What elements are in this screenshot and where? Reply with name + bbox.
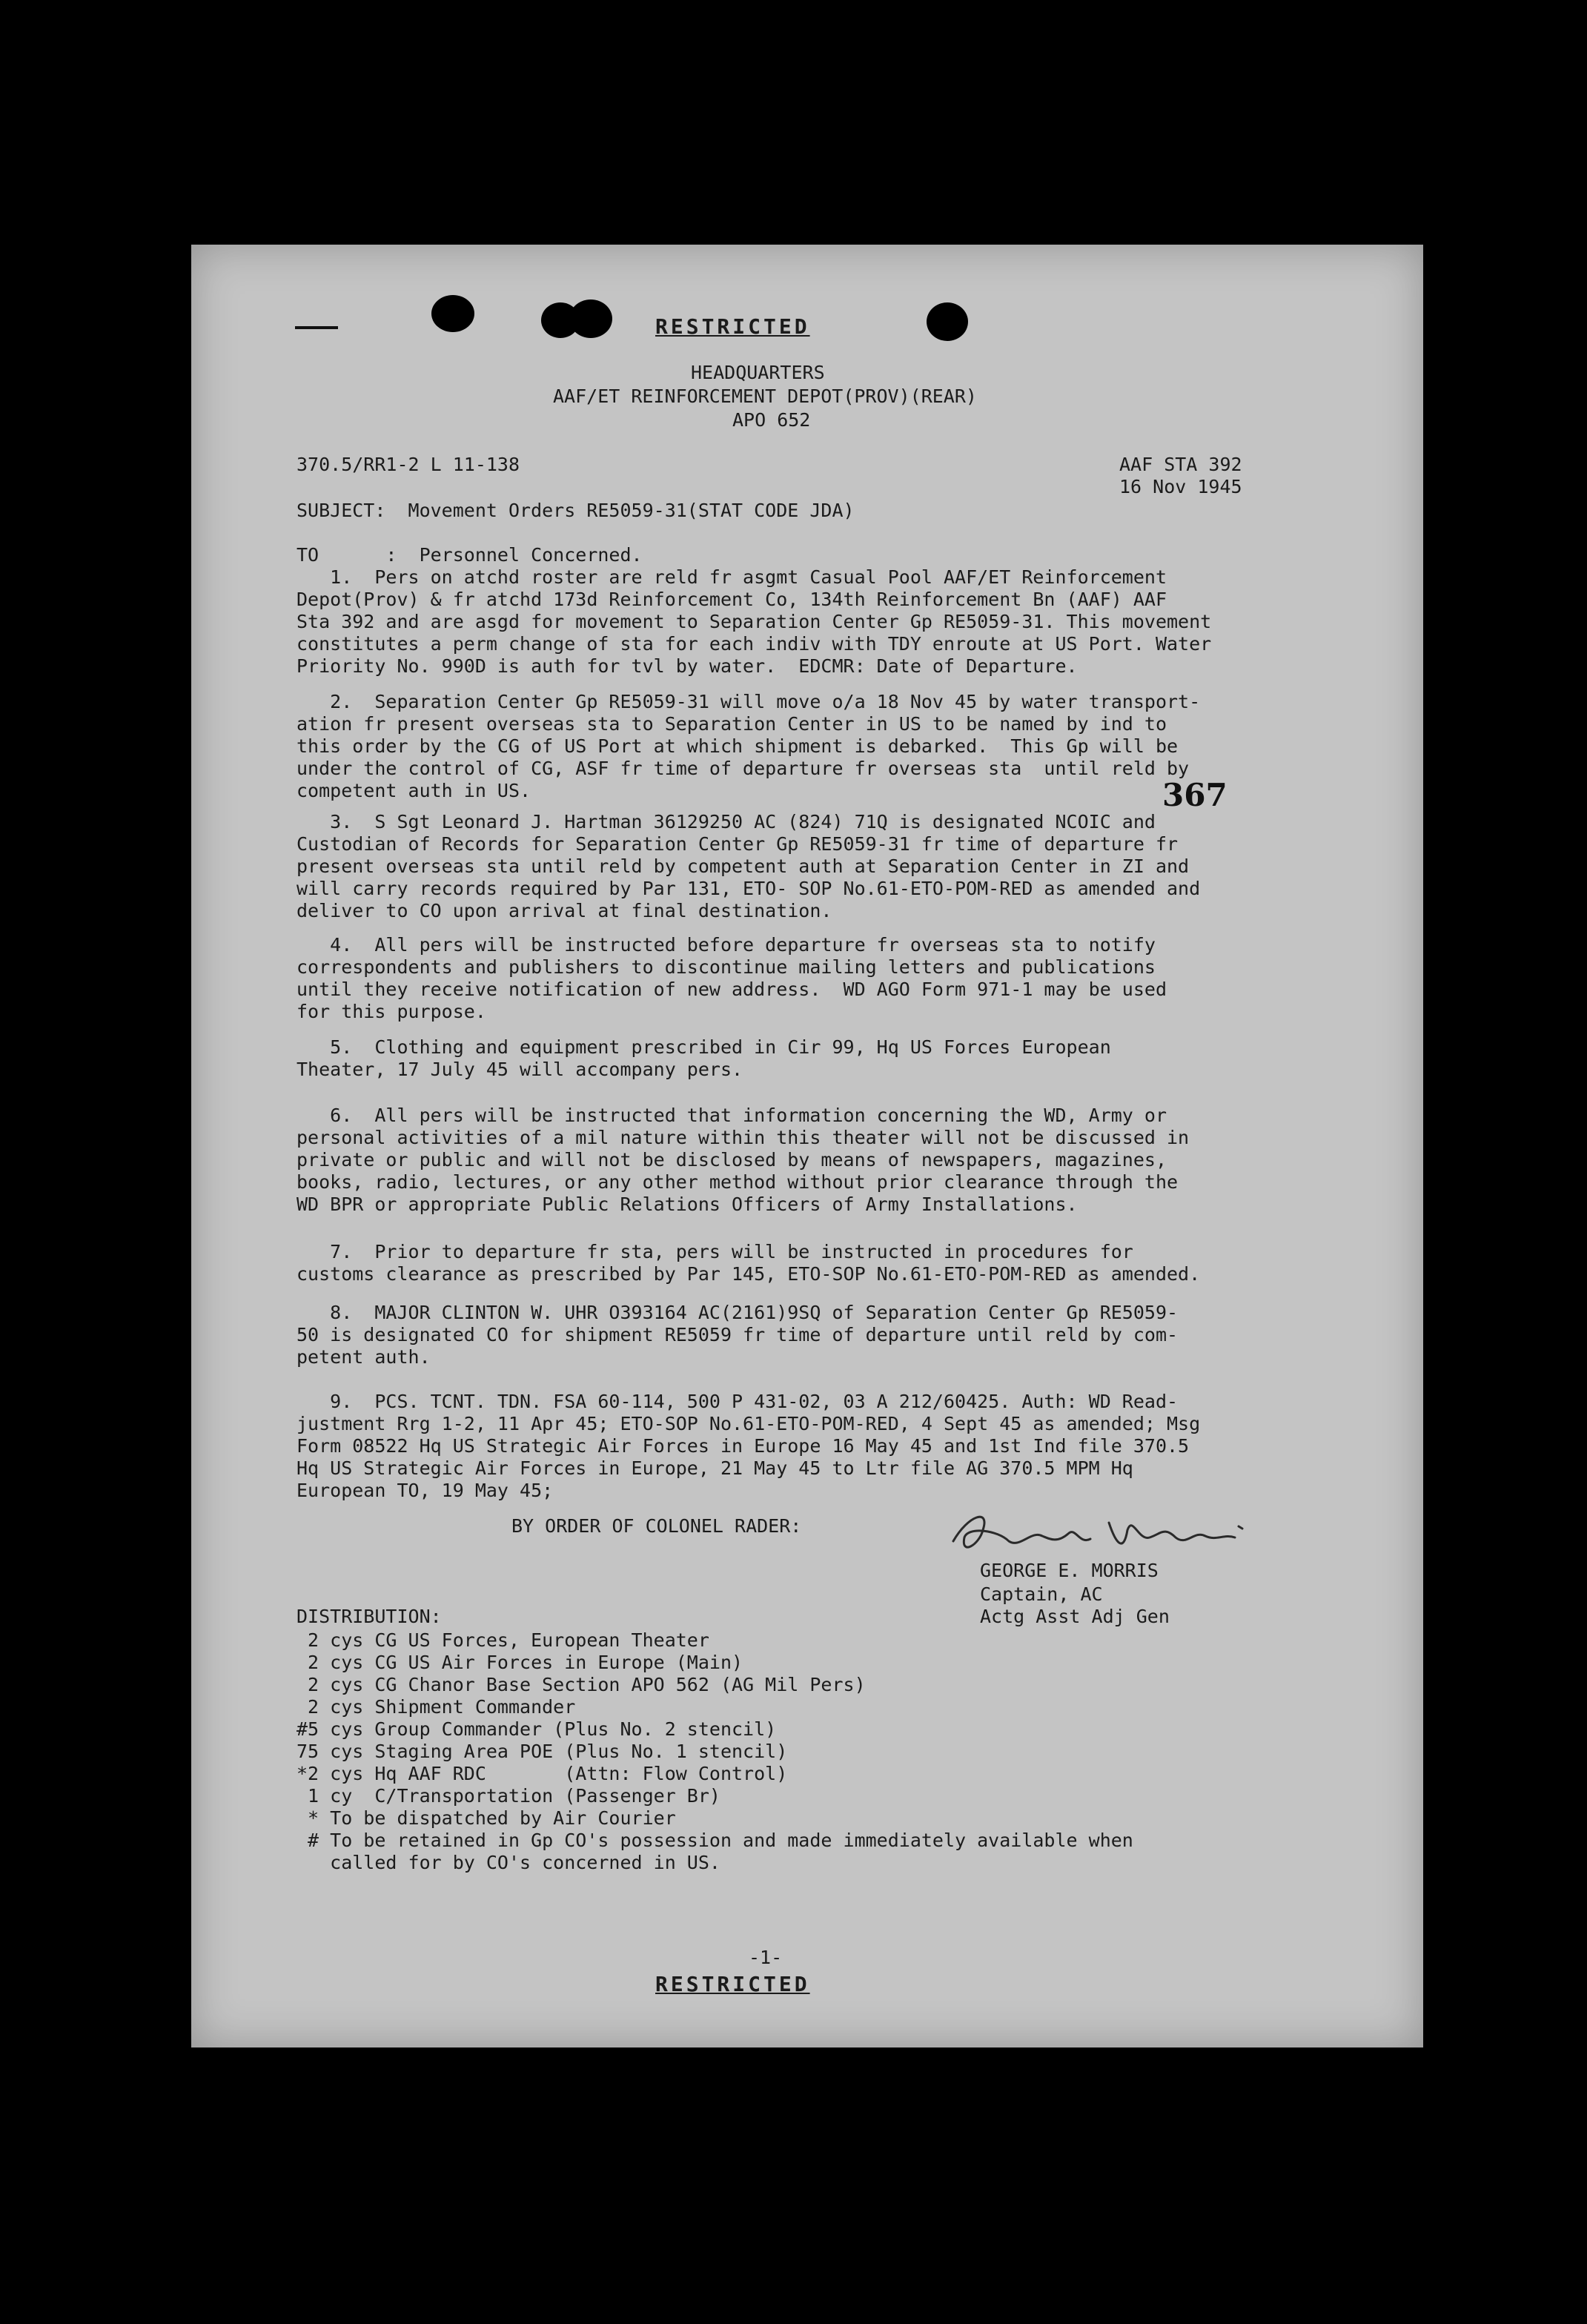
station: AAF STA 392 <box>1119 454 1242 475</box>
distribution-line: *2 cys Hq AAF RDC (Attn: Flow Control) <box>296 1763 788 1784</box>
hq-line-1: HEADQUARTERS <box>691 362 825 383</box>
punch-hole <box>431 295 474 332</box>
handwritten-signature <box>938 1500 1265 1567</box>
distribution-note: # To be retained in Gp CO's possession and made immediately available when <box>296 1830 1133 1851</box>
hq-line-3: APO 652 <box>732 409 811 431</box>
to-line: TO : Personnel Concerned. <box>296 544 643 566</box>
punch-hole <box>569 299 612 338</box>
classification-top: RESTRICTED <box>655 314 810 339</box>
distribution-line: 2 cys CG US Air Forces in Europe (Main) <box>296 1652 743 1673</box>
paragraph-5: 5. Clothing and equipment prescribed in Cir 99, Hq US Forces European Theater, 17 July 45 will accompany pers. <box>296 1036 1111 1080</box>
hq-line-2: AAF/ET REINFORCEMENT DEPOT(PROV)(REAR) <box>553 385 977 407</box>
paragraph-7: 7. Prior to departure fr sta, pers will be instructed in procedures for customs clearance as prescribed by Par 145, ETO-SOP No.61-ETO-POM-RED as amended. <box>296 1241 1201 1285</box>
distribution-line: 2 cys CG US Forces, European Theater <box>296 1629 709 1651</box>
margin-mark <box>295 326 338 329</box>
file-reference: 370.5/RR1-2 L 11-138 <box>296 454 520 475</box>
paragraph-1: 1. Pers on atchd roster are reld fr asgmt Casual Pool AAF/ET Reinforcement Depot(Prov) & fr atchd 173d Reinforcement Co, 134th Reinforcement Bn (AAF) AAF Sta 392 and are asgd for movement to Separation Center Gp RE5059-31. This movement constitutes a perm change of sta for each indiv with TDY enroute at US Port. Water Priority No. 990D is auth for tvl by water. EDCMR: Date of Departure. <box>296 566 1212 677</box>
punch-hole <box>927 302 968 341</box>
paragraph-3: 3. S Sgt Leonard J. Hartman 36129250 AC (824) 71Q is designated NCOIC and Custodian of Records for Separation Center Gp RE5059-31 fr time of departure fr present overseas sta until reld by competent auth at Separation Center in ZI and will carry records required by Par 131, ETO- SOP No.61-ETO-POM-RED as amended and deliver to CO upon arrival at final destination. <box>296 811 1201 921</box>
distribution-line: 1 cy C/Transportation (Passenger Br) <box>296 1785 720 1807</box>
signer-rank: Captain, AC <box>980 1583 1103 1605</box>
distribution-line: 75 cys Staging Area POE (Plus No. 1 stencil) <box>296 1741 788 1762</box>
distribution-note: * To be dispatched by Air Courier <box>296 1807 676 1829</box>
signer-title: Actg Asst Adj Gen <box>980 1606 1170 1627</box>
distribution-line: 2 cys Shipment Commander <box>296 1696 576 1718</box>
classification-bottom: RESTRICTED <box>655 1972 810 1996</box>
paragraph-9: 9. PCS. TCNT. TDN. FSA 60-114, 500 P 431-02, 03 A 212/60425. Auth: WD Read- justment Rrg 1-2, 11 Apr 45; ETO-SOP No.61-ETO-POM-RED, 4 Sept 45 as amended; Msg Form 08522 Hq US Strategic Air Forces in Europe 16 May 45 and 1st Ind file 370.5 Hq US Strategic Air Forces in Europe, 21 May 45 to Ltr file AG 370.5 MPM Hq European TO, 19 May 45; <box>296 1391 1201 1501</box>
order-date: 16 Nov 1945 <box>1119 476 1242 497</box>
paragraph-8: 8. MAJOR CLINTON W. UHR O393164 AC(2161)9SQ of Separation Center Gp RE5059- 50 is designated CO for shipment RE5059 fr time of departure until reld by com- petent auth. <box>296 1302 1179 1368</box>
paragraph-6: 6. All pers will be instructed that information concerning the WD, Army or personal activities of a mil nature within this theater will not be discussed in private or public and will not be disclosed by means of newspapers, magazines, books, radio, lectures, or any other method without prior clearance through the WD BPR or appropriate Public Relations Officers of Army Installations. <box>296 1105 1190 1215</box>
order-line: BY ORDER OF COLONEL RADER: <box>511 1515 802 1537</box>
distribution-line: #5 cys Group Commander (Plus No. 2 stencil) <box>296 1718 777 1740</box>
subject-line: SUBJECT: Movement Orders RE5059-31(STAT CODE JDA) <box>296 500 855 521</box>
distribution-note: called for by CO's concerned in US. <box>296 1852 720 1873</box>
page-number: -1- <box>749 1947 783 1968</box>
distribution-line: 2 cys CG Chanor Base Section APO 562 (AG Mil Pers) <box>296 1674 866 1695</box>
paragraph-4: 4. All pers will be instructed before departure fr overseas sta to notify correspondents and publishers to discontinue mailing letters and publications until they receive notification of new address. WD AGO Form 971-1 may be used for this purpose. <box>296 934 1167 1022</box>
page-number-stamp: 367 <box>1162 777 1227 813</box>
paragraph-2: 2. Separation Center Gp RE5059-31 will move o/a 18 Nov 45 by water transport- ation fr present overseas sta to Separation Center in US to be named by ind to this order by the CG of US Port at which shipment is debarked. This Gp will be under the control of CG, ASF fr time of departure fr overseas sta until reld by competent auth in US. <box>296 691 1201 801</box>
distribution-heading: DISTRIBUTION: <box>296 1606 442 1627</box>
signer-name: GEORGE E. MORRIS <box>980 1560 1159 1581</box>
